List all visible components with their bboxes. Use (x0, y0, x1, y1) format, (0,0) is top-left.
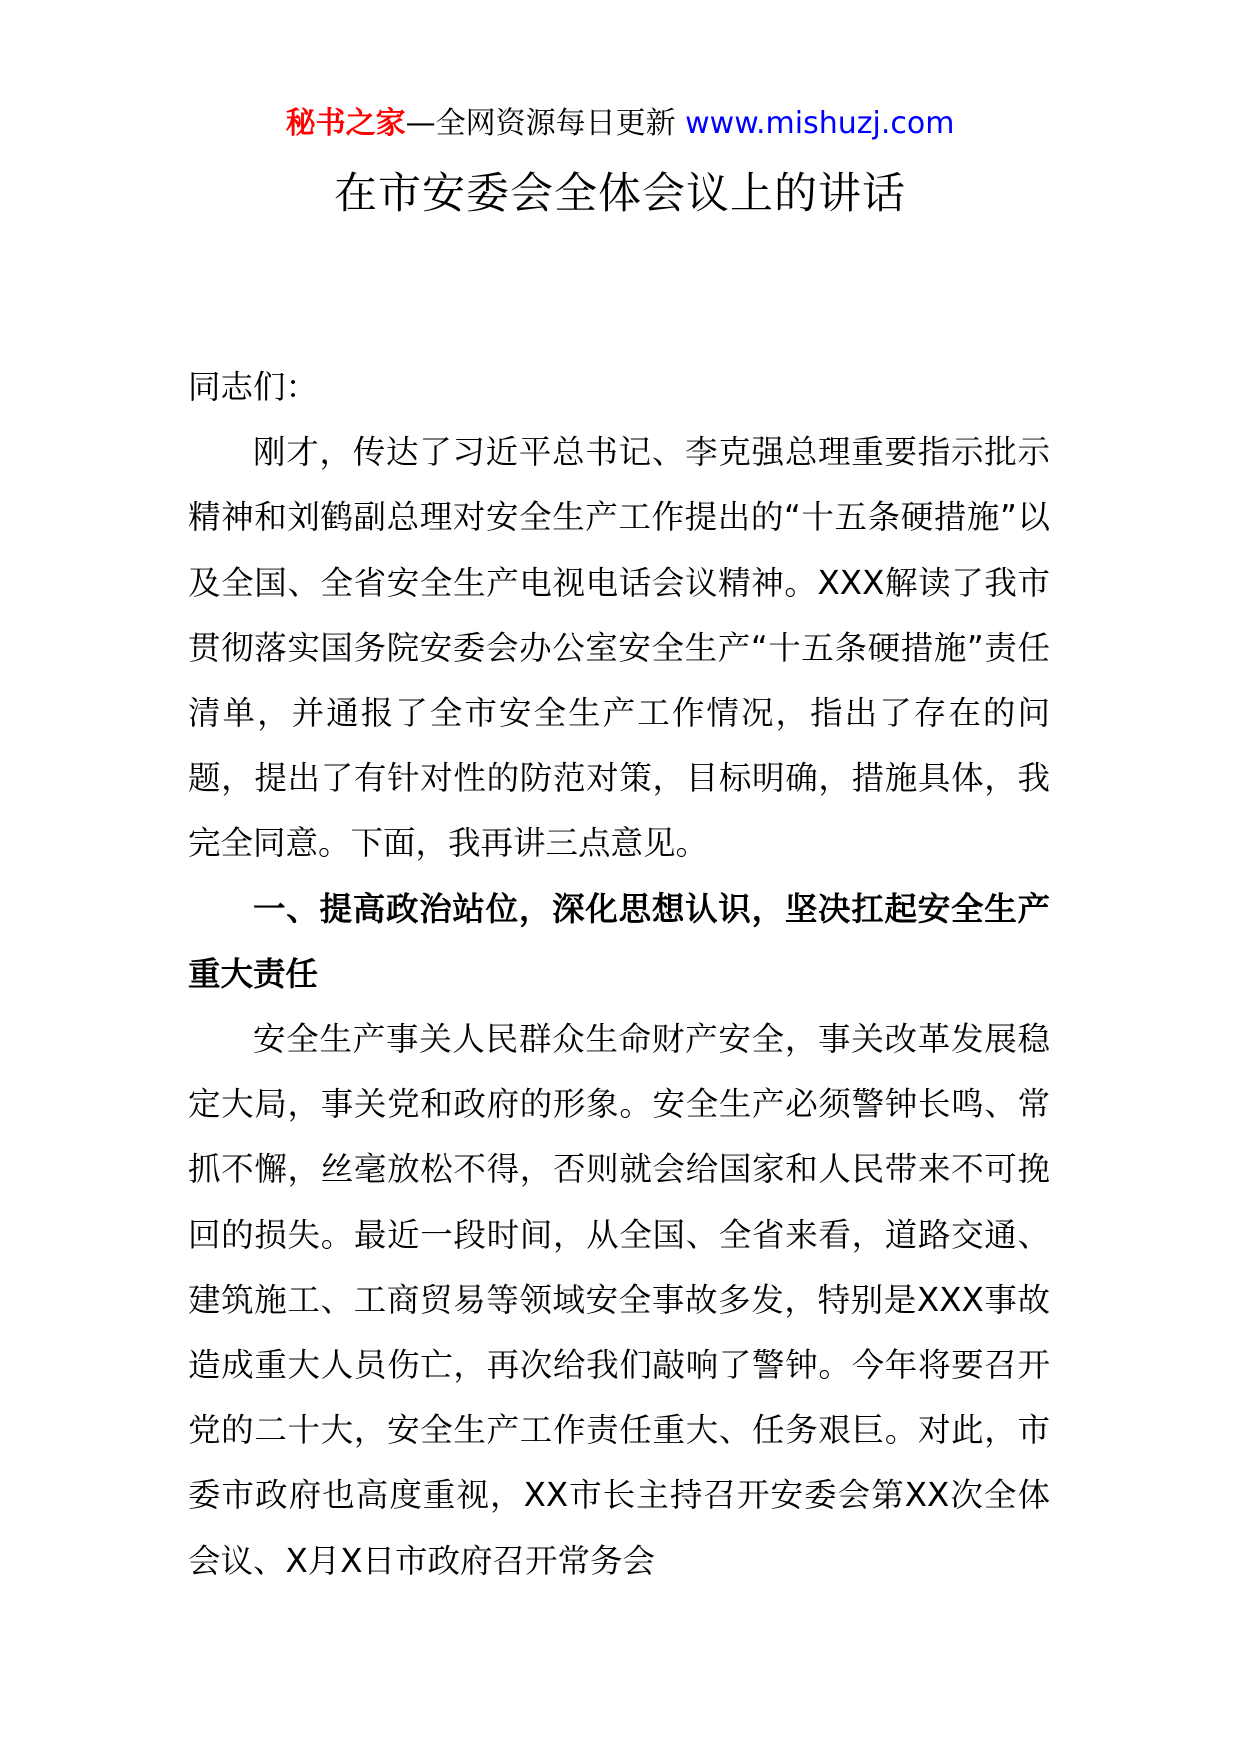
site-url-link[interactable]: www.mishuzj.com (685, 106, 955, 141)
body-paragraph: 安全生产事关人民群众生命财产安全，事关改革发展稳定大局，事关党和政府的形象。安全生产必须警钟长鸣、常抓不懈，丝毫放松不得，否则就会给国家和人民带来不可挽回的损失。最近一段时间，从全国、全省来看，道路交通、建筑施工、工商贸易等领域安全事故多发，特别是XXX事故造成重大人员伤亡，再次给我们敲响了警钟。今年将要召开党的二十大，安全生产工作责任重大、任务艰巨。对此，市委市政府也高度重视，XX市长主持召开安委会第XX次全体会议、X月X日市政府召开常务会 (188, 1020, 1050, 1580)
site-header (0, 102, 1240, 146)
salutation: 同志们： (188, 368, 319, 406)
document-title: 在市安委会全体会议上的讲话 (334, 169, 906, 219)
brand-name: 秘书之家 (285, 106, 406, 141)
body-paragraph: 刚才，传达了习近平总书记、李克强总理重要指示批示精神和刘鹤副总理对安全生产工作提出的“十五条硬措施”以及全国、全省安全生产电视电话会议精神。XXX解读了我市贯彻落实国务院安委会办公室安全生产“十五条硬措施”责任清单，并通报了全市安全生产工作情况，指出了存在的问题，提出了有针对性的防范对策，目标明确，措施具体，我完全同意。下面，我再讲三点意见。 (188, 433, 1050, 863)
document-body (188, 355, 1050, 1594)
section-heading: 一、提高政治站位，深化思想认识，坚决扛起安全生产重大责任 (188, 889, 1050, 993)
header-tagline: —全网资源每日更新 (405, 106, 686, 141)
